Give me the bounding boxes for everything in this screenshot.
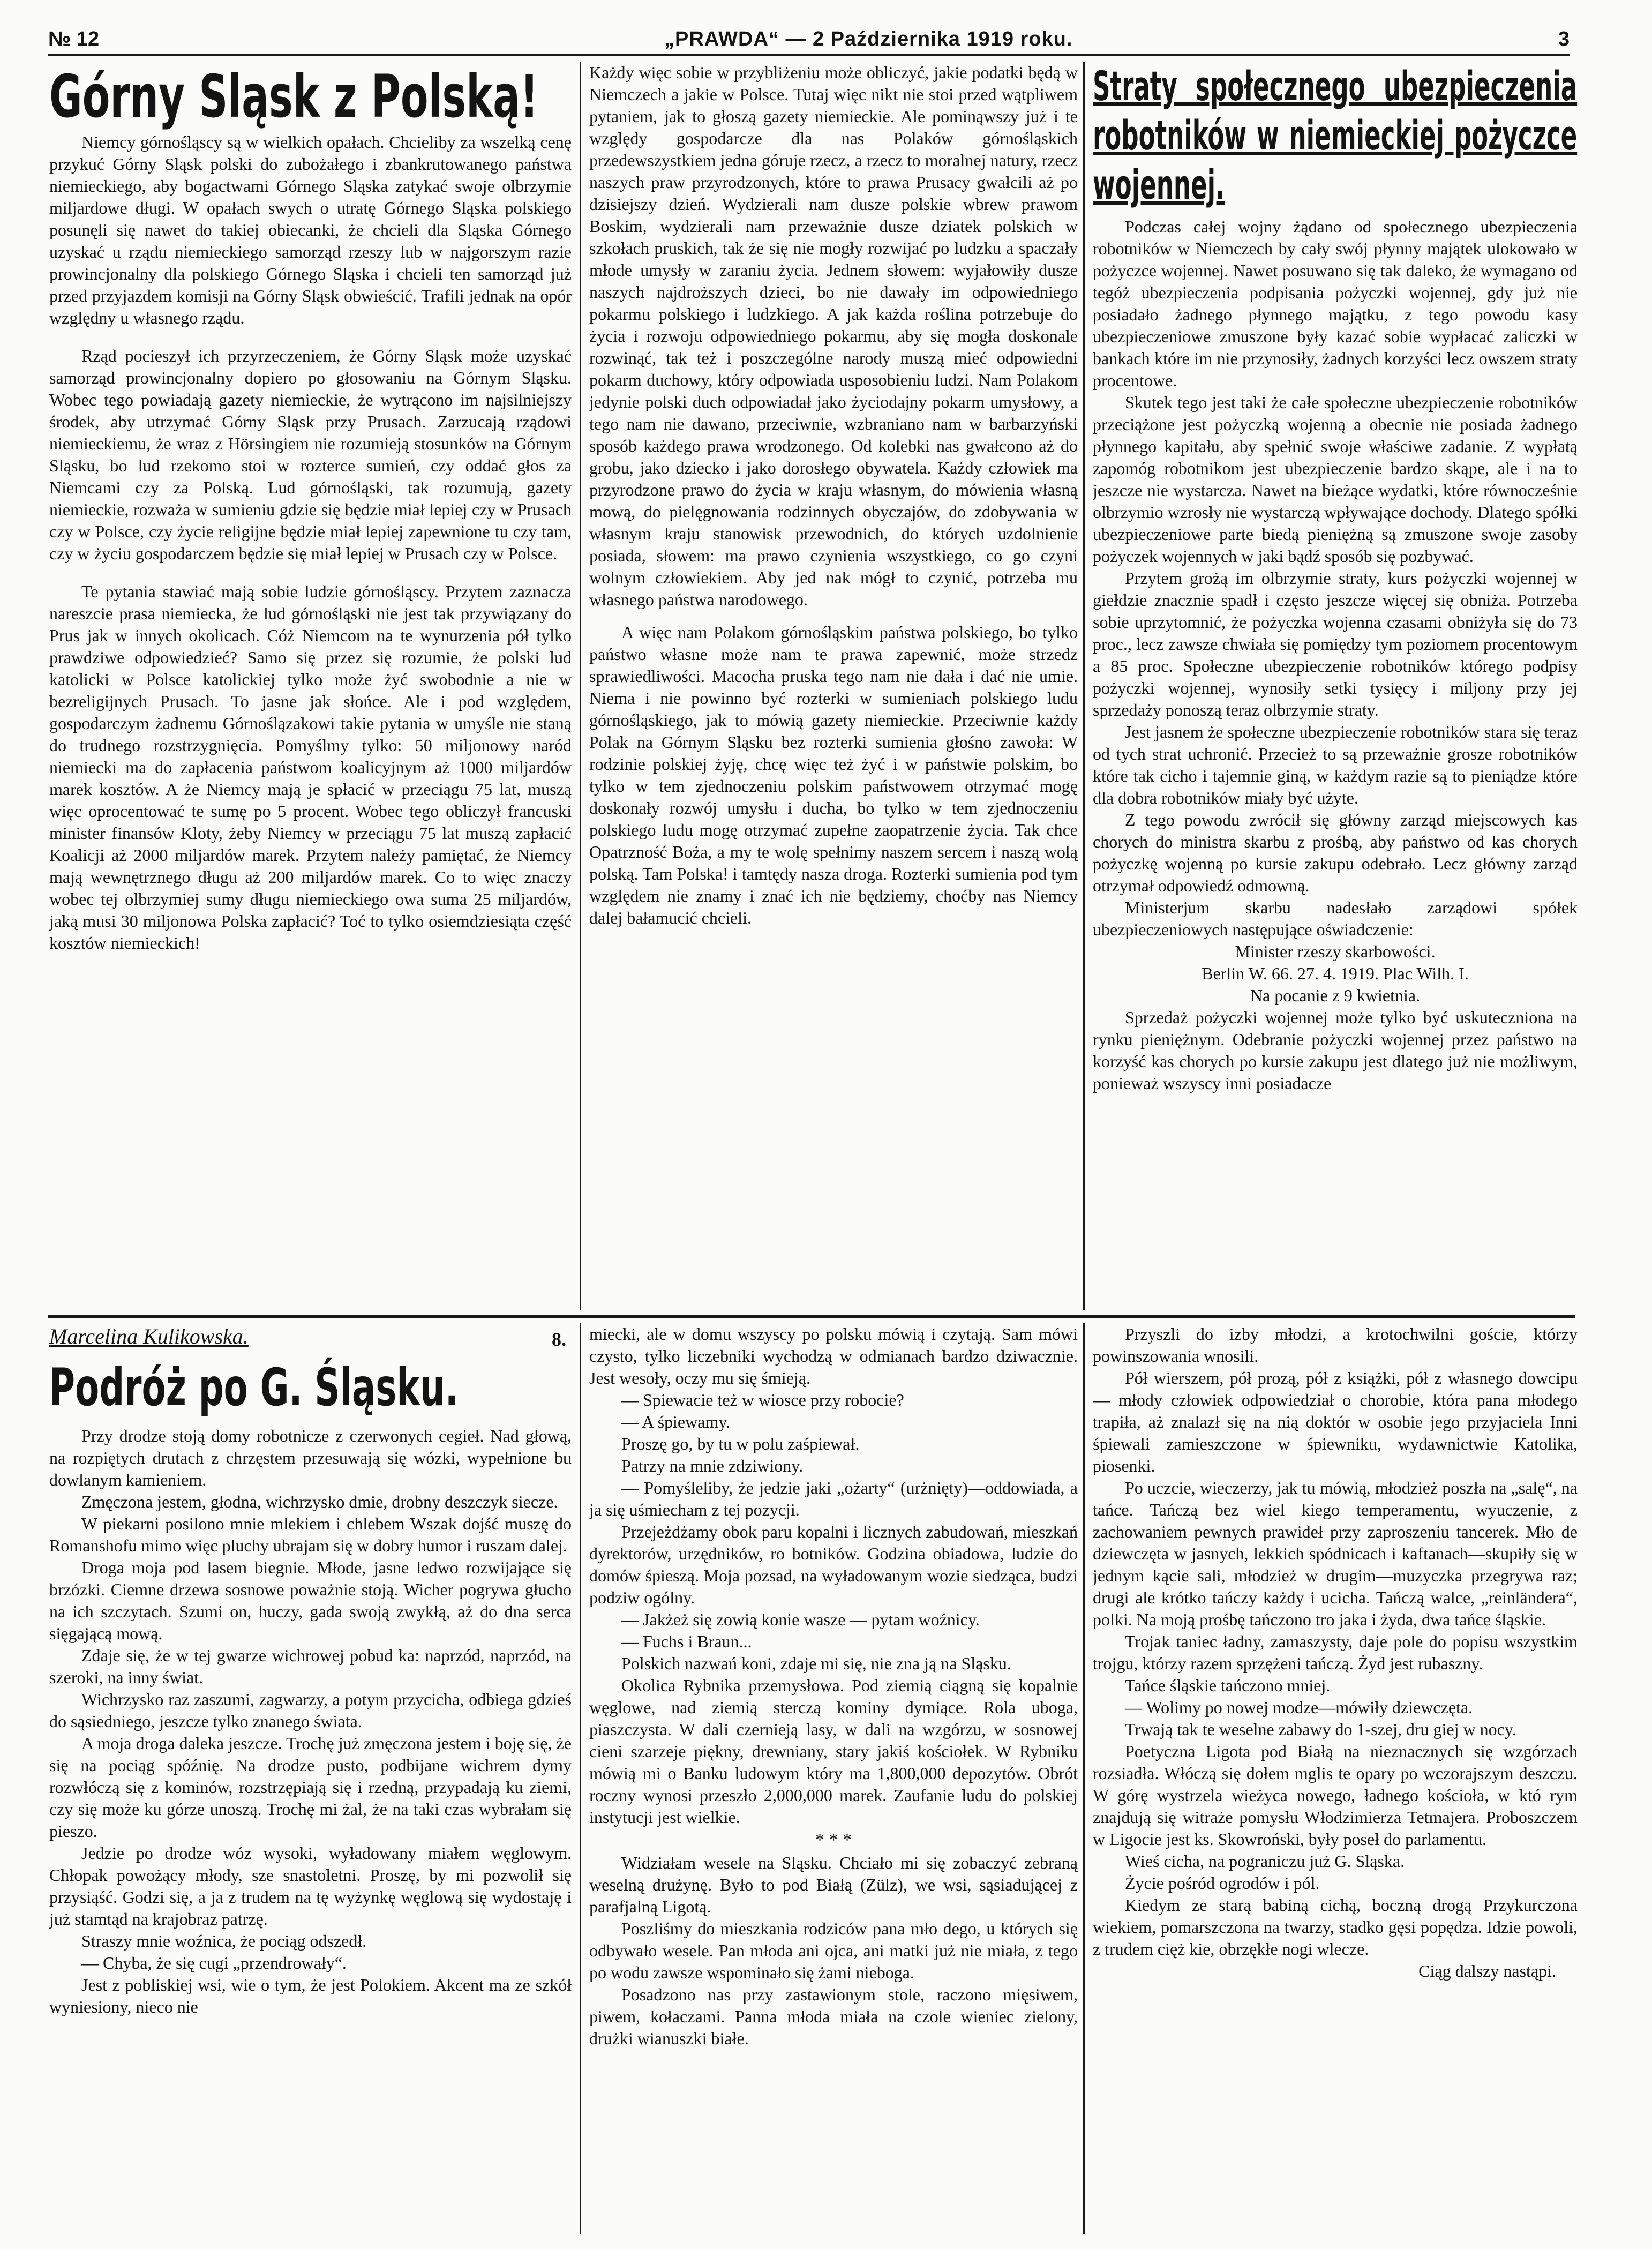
quote-line: Na pocanie z 9 kwietnia. (1250, 986, 1421, 1005)
column-divider (1083, 62, 1085, 1310)
masthead-title: „PRAWDA“ — 2 Października 1919 roku. (664, 28, 1073, 50)
article-paragraph: Zmęczona jestem, głodna, wichrzysko dmie, drobny deszczyk siecze. (81, 1492, 558, 1511)
article-paragraph: Przejeżdżamy obok paru kopalni i licznych zabudowań, mieszkań dyrektorów, urzędników, ro botników. Godzina obiadowa, ludzie do domów śpieszą. Moja pozsad, na wyładowanym wozie siedząca, budzi podziw ogólny. (589, 1522, 1078, 1607)
article-paragraph: A moja droga daleka jeszcze. Trochę już zmęczona jestem i boję się, że się na pociąg spóźnię. Na drodze pusto, podbijane wichrem dymy rozwłóczą się z kominów, rozstrzępiają się i rzedną, przypadają ku ziemi, czy się może ku górze unoszą. Trochę mi żal, że na taki czas wybrałam się pieszo. (49, 1734, 572, 1841)
article-paragraph: Trojak taniec ładny, zamaszysty, daje pole do popisu wszystkim trojgu, którzy razem sprzężeni tańczą. Żyd jest rubaszny. (1093, 1632, 1578, 1673)
article-paragraph: Przyszli do izby młodzi, a krotochwilni goście, którzy powinszowania wnosili. (1093, 1324, 1578, 1366)
section-divider (48, 1315, 1575, 1318)
article-paragraph: — Spiewacie też w wiosce przy robocie? (621, 1390, 904, 1409)
article-paragraph: Skutek tego jest taki że całe społeczne ubezpieczenie robotników przeciążone jest pożyczką wojenną a obecnie nie posiada żadnego płynnego kapitału, aby spełnić swoje właściwe zadanie. Z wypłatą zapomóg robotnikom jest ubezpieczenie bardzo skąpe, ale i na to jeszcze nie wystarcza. Nawet na bieżące wydatki, które równocześnie olbrzymio wzrosły nie wystarczą wpływające dochody. Dlatego spółki ubezpieczeniowe parte biedą pieniężną są zmuszone swoje zasoby pożyczek wojennych w jaki bądź sposób się pozbywać. (1093, 393, 1578, 566)
article-paragraph: Ministerjum skarbu nadesłało zarządowi spółek ubezpieczeniowych następujące oświadczenie: (1093, 898, 1578, 939)
article-title: Górny Sląsk z Polską! (49, 62, 539, 131)
article-paragraph: Sprzedaż pożyczki wojennej może tylko być uskuteczniona na rynku pieniężnym. Odebranie pożyczki wojennej przez państwo na korzyść kas chorych po kursie zakupu jest dlatego już nie możliwym, ponieważ wszyscy inni posiadacze (1093, 1008, 1578, 1093)
article-paragraph: Wieś cicha, na pograniczu już G. Sląska. (1125, 1851, 1405, 1871)
article-paragraph: Poetyczna Ligota pod Białą na nieznacznych się wzgórzach rozsiadła. Włóczą się dołem mglis te opary po wczorajszym deszczu. W górę wystrzela wieżyca nowego, ładnego kościoła, w któ rym znajdują się witraże pomysłu Włodzimierza Tetmajera. Proboszczem w Ligocie jest ks. Skowroński, były poseł do parlamentu. (1093, 1742, 1578, 1849)
article-paragraph: — A śpiewamy. (621, 1412, 731, 1431)
article-paragraph: Po uczcie, wieczerzy, jak tu mówią, młodzież poszła na „salę“, na tańce. Tańczą bez wiel kiego temperamentu, wyuczenie, z zachowaniem pewnych prawideł przy zaproszeniu tancerek. Mło de dziewczęta w jasnych, lekkich spódnicach i kaftanach—skupiły się w jednym kącie sali, młodzież w drugim—muzyczka przegrywa raz; drugi ale krótko tańczy każdy i ucicha. Tańczą walce, „reinländera“, polki. Na moją prośbę tańczono tro jaka i żyda, dwa tańce śląskie. (1093, 1478, 1578, 1629)
author-byline: Marcelina Kulikowska. (49, 1324, 249, 1348)
article-paragraph: — Pomyśleliby, że jedzie jaki „ożarty“ (urżnięty)—oddowiada, a ja się uśmiecham z tej pozycji. (589, 1478, 1078, 1519)
article-title: Podróż po G. Śląsku. (49, 1358, 459, 1418)
article-podroz-col1 (49, 1323, 572, 2242)
column-divider (1083, 1323, 1085, 2234)
column-divider (580, 1323, 581, 2234)
article-paragraph: — Wolimy po nowej modze—mówiły dziewczęta. (1125, 1698, 1473, 1717)
article-paragraph: Przytem grożą im olbrzymie straty, kurs pożyczki wojennej w giełdzie znacznie spadł i często jeszcze więcej się obniża. Potrzeba sobie uprzytomnić, że pożyczka wojenna czasami obniżyła się do 73 proc., lecz zawsze chwiała się pomiędzy tym poziomem procentowym a 85 proc. Społeczne ubezpieczenie robotników którego podpisy pożyczki wojennej, wynosiły setki tysięcy i miljony przy jej sprzedaży ponoszą teraz olbrzymie straty. (1093, 568, 1578, 719)
episode-number: 8. (552, 1329, 566, 1350)
article-paragraph: A więc nam Polakom górnośląskim państwa polskiego, bo tylko państwo własne może nam te prawa zapewnić, może strzedz sprawiedliwości. Macocha pruska tego nam nie dała i dać nie umie. Niema i nie powinno być rozterki w sumieniach polskiego ludu górnośląskiego, jak to mówią gazety niemieckie. Przeciwnie każdy Polak na Górnym Sląsku bez rozterki sumienia głośno zawoła: W rodzinie polskiej żyję, chcę więc też żyć i w państwie polskim, bo tylko w tem zjednoczeniu polskim państwowem otrzymać mogę doskonały rozwój umysłu i ducha, bo tylko w tem zjednoczeniu polskiego ludu mogę otrzymać zupełne zaopatrzenie życia. Tak chce Opatrzność Boża, a my te wolę spełnimy naszem sercem i naszą wolą polską. Tam Polska! i tamtędy nasza droga. Rozterki sumienia pod tym względem nie znamy i znać ich nie będziemy, choćby nas Niemcy dalej bałamucić chcieli. (589, 622, 1078, 927)
article-gorny-slask-col1 (49, 62, 572, 1312)
article-paragraph: Te pytania stawiać mają sobie ludzie górnośląscy. Przytem zaznacza nareszcie prasa niemiecka, że lud górnośląski nie jest tak przywiązany do Prus jak w innych okolicach. Cóż Niemcom na te wynurzenia pół tylko prawdziwe odpowiedzieć? Samo się przez się rozumie, że polski lud katolicki w Polsce katolickiej tylko może żyć swobodnie a nie w bezreligijnych Prusach. To jasne jak słońce. Ale i pod względem, gospodarczym żadnemu Górnoślązakowi takie pytania w umyśle nie staną do trudnego rozstrzygnięcia. Pomyślmy tylko: 50 miljonowy naród niemiecki ma do zapłacenia państwom koalicyjnym aż 1000 miljardów marek kosztów. A że Niemcy mają je spłacić w przeciągu 75 lat, muszą więc oprocentować te sumę po 5 procent. Wobec tego obliczył francuski minister finansów Kloty, żeby Niemcy w przeciągu 75 lat muszą zapłacić Koalicji aż 2000 miljardów marek. Przytem należy pamiętać, że Niemcy mają wewnętrznego długu aż 200 miljardów marek. Co to więc znaczy wobec tej olbrzymiej sumy długu niemieckiego owa suma 25 miljardów, jaką musi 30 miljonowa Polska zapłacić? Toć to tylko osiemdziesiąta część kosztów niemieckich! (49, 582, 572, 952)
article-paragraph: Posadzono nas przy zastawionym stole, raczono mięsiwem, piwem, kołaczami. Panna młoda miała na czole wieniec zielony, drużki wianuszki białe. (589, 1985, 1078, 2048)
article-paragraph: Rząd pocieszył ich przyrzeczeniem, że Górny Sląsk może uzyskać samorząd prowincjonalny dopiero po głosowaniu na Górnym Sląsku. Wobec tego powiadają gazety niemieckie, że wytrącono im najsilniejszy środek, aby utrzymać Górny Sląsk przy Prusach. Zarzucają rządowi niemieckiemu, że wraz z Hörsingiem nie rozumieją stosunków na Górnym Sląsku, bo lud rzekomo stoi w rozterce sumień, czy oddać głos za Niemcami czy za Polską. Lud górnośląski, tak rozumują, gazety niemieckie, rozważa w sumieniu gdzie się będzie miał lepiej czy w Prusach czy w Polsce, czy życie religijne będzie miał lepiej zapewnione tu czy tam, czy w życiu gospodarczem będzie się miał lepiej w Prusach czy w Polsce. (49, 346, 572, 563)
article-paragraph: Pół wierszem, pół prozą, pół z książki, pół z własnego dowcipu — młody człowiek odpowiedział o chorobie, która pana młodego trapiła, aż znalazł się na nią doktór w osobie jego przyjaciela Inni śpiewali zamieszczone w śpiewniku, wydawnictwie Katolika, piosenki. (1093, 1368, 1578, 1475)
article-paragraph: Jest jasnem że społeczne ubezpieczenie robotników stara się teraz od tych strat uchronić. Przecież to są przeważnie grosze robotników które tak cicho i tajemnie giną, w każdym razie są to pieniądze które dla dobra robotników miały być użyte. (1093, 722, 1578, 807)
column-divider (580, 62, 581, 1310)
article-paragraph: Trwają tak te weselne zabawy do 1-szej, dru giej w nocy. (1125, 1720, 1516, 1739)
article-paragraph: Poszliśmy do mieszkania rodziców pana mło dego, u których się odbywało wesele. Pan młoda ani ojca, ani matki już nie miała, z tego po wodu zawsze wspominało się żami niebogа. (589, 1919, 1078, 1982)
article-paragraph: Widziałam wesele na Sląsku. Chciało mi się zobaczyć zebraną weselną drużynę. Było to pod Białą (Zülz), we wsi, sąsiadującej z parafjalną Ligotą. (589, 1853, 1078, 1916)
article-paragraph: — Fuchs i Braun... (621, 1632, 752, 1651)
article-gorny-slask-col2 (589, 62, 1078, 1312)
article-paragraph: Podczas całej wojny żądano od społecznego ubezpieczenia robotników w Niemczech by cały swój płynny majątek ulokowało w pożyczce wojennej. Nawet posuwano się tak daleko, że wymagano od tegóż ubezpieczenia podpisania pożyczki wojennej, gdy już nie posiadało żadnego płynnego majątku, z tego powodu kasy ubezpieczeniowe zmuszone były kazać sobie wypłacać zaliczki w bankach które im nie przynosiły, żadnych korzyści lecz owszem straty procentowe. (1093, 217, 1578, 390)
article-paragraph: — Jakżeż się zowią konie wasze — pytam woźnicy. (621, 1610, 980, 1629)
continuation-note: Ciąg dalszy nastąpi. (1418, 1961, 1556, 1981)
article-paragraph: Z tego powodu zwrócił się główny zarząd miejscowych kas chorych do ministra skarbu z prośbą, aby państwo od kas chorych pożyczkę wojenną po kursie zakupu odebrało. Lecz główny zarząd otrzymał odpowiedź odmowną. (1093, 810, 1578, 895)
article-podroz-col2 (589, 1323, 1078, 2242)
article-straty-ubezpieczenia (1093, 62, 1578, 1312)
article-title: Straty społecznego ubezpieczenia robotników w niemieckiej pożyczce wojennej. (1093, 62, 1578, 208)
article-paragraph: Straszy mnie woźnica, że pociąg odszedł. (81, 1931, 367, 1951)
article-paragraph: Każdy więc sobie w przybliżeniu może obliczyć, jakie podatki będą w Niemczech a jakie w Polsce. Tutaj więc nikt nie stoi przed wątpliwem pytaniem, jak to głoszą gazety niemieckie. Ale pominąwszy już i te względy gospodarcze dla nas Polaków górnośląskich przedewszystkiem jedna góruje rzecz, a rzecz to moralnej natury, rzecz naszych praw przyrodzonych, które to prawa Prusacy gwałcili aż po dzisiejszy dzień. Wydzierali nam dusze polskie wbrew prawom Boskim, wydzierali nam przeważnie dusze dziatek polskich w szkołach pruskich, tak że się nie mogły rozwijać po ludzku a spaczały młode umysły w zaraniu życia. Jednem słowem: wyjałowiły dusze naszych najdroższych dzieci, bo nie dawały im odpowiedniego pokarmu polskiego i ludzkiego. A jak każda roślina potrzebuje do życia i rozwoju odpowiedniego pokarmu, aby się mogła doskonale rozwinąć, tak też i poszczególne narody muszą mieć odpowiedni pokarm duchowy, który odpowiada usposobieniu ludzi. Nam Polakom jedynie polski duch odpowiadał jako życiodajny pokarm umysłowy, a tego nam nie dawano, przeciwnie, wzbraniano nam w barbarzyński sposób każdego prawa wrodzonego. Od kolebki nas gwałcono aż do grobu, jako dziecko i jako dorosłego obywatela. Każdy człowiek ma przyrodzone prawo do życia w kraju własnym, do mówienia własną mową, do pielęgnowania rodzinnych obyczajów, do zdobywania w własnym kraju stanowisk przewodnich, do których uzdolnienie posiada, słowem: ma prawo czynienia wszystkiego, co go czyni wolnym człowiekiem. Aby jed nak mógł to czynić, potrzeba mu własnego państwa narodowego. (589, 63, 1078, 609)
article-paragraph: Jedzie po drodze wóz wysoki, wyładowany miałem węglowym. Chłopak powożący młody, sze snastoletni. Proszę, by mi pozwolił się przysiąść. Godzi się, a ja z trudem na tę wyżynkę węglową się wydostaję i już stamtąd na krajobraz patrzę. (49, 1843, 572, 1929)
article-paragraph: Przy drodze stoją domy robotnicze z czerwonych cegieł. Nad głową, na rozpiętych drutach z chrzęstem przesuwają się wózki, wypełnione bu dowlanym kamieniem. (49, 1426, 572, 1489)
page-header (48, 27, 1570, 56)
article-paragraph: Droga moja pod lasem biegnie. Młode, jasne ledwo rozwijające się brzózki. Ciemne drzewa sosnowe poważnie stoją. Wicher pogrywa głucho na ich szczytach. Szumi on, huczy, gada swoją zwykłą, aż do dna serca sięgającą mową. (49, 1558, 572, 1643)
article-paragraph: Patrzy na mnie zdziwiony. (621, 1456, 804, 1475)
quote-line: Minister rzeszy skarbowości. (1235, 942, 1436, 961)
article-paragraph: Życie pośród ogrodów i pól. (1125, 1873, 1320, 1893)
article-paragraph: Polskich nazwań koni, zdaje mi się, nie zna ją na Sląsku. (621, 1654, 1011, 1673)
article-paragraph: Okolica Rybnika przemysłowa. Pod ziemią ciągną się kopalnie węglowe, nad ziemią sterczą kominy dymiące. Rola uboga, piaszczysta. W dali czernieją lasy, w dali na wzgórzu, w sosnowej cieni szarzeje piękny, drewniany, stary jakiś kościołek. W Rybniku mówią mi o Banku ludowym który ma 1,800,000 depozytów. Obrót roczny wynosi przeszło 2,000,000 marek. Zaufanie ludu do polskiej instytucji jest wielkie. (589, 1676, 1078, 1827)
article-paragraph: — Chyba, że się cugi „przendrowały“. (81, 1953, 347, 1972)
section-stars: * * * (815, 1830, 852, 1850)
article-paragraph: W piekarni posilono mnie mlekiem i chlebem Wszak dojść muszę do Romanshofu mimo więc pluchy ubrajam się w dobry humor i ruszam dalej. (49, 1514, 572, 1555)
article-paragraph: Proszę go, by tu w polu zaśpiewał. (621, 1434, 860, 1453)
article-paragraph: Kiedym ze starą babiną cichą, boczną drogą Przykurczona wiekiem, pomarszczona na twarzy, stadko gęsi popędza. Idzie powoli, z trudem cięż kie, obrzękłe nogi wlecze. (1093, 1895, 1578, 1959)
article-paragraph: miecki, ale w domu wszyscy po polsku mówią i czytają. Sam mówi czysto, tylko liczebniki wychodzą w odmianach bardzo dziwacznie. Jest wesoły, oczy mu się śmieją. (589, 1324, 1078, 1388)
article-paragraph: Jest z pobliskiej wsi, wie o tym, że jest Polokiem. Akcent ma ze szkół wyniesiony, nieco nie (49, 1975, 572, 2016)
article-paragraph: Tańce śląskie tańczono mniej. (1125, 1676, 1331, 1695)
issue-number: № 12 (48, 28, 100, 50)
page-number: 3 (1558, 28, 1570, 50)
article-paragraph: Wichrzysko raz zaszumi, zagwarzy, a potym przycicha, odbiega gdzieś do sąsiedniego, jeszcze tylko znanego świata. (49, 1690, 572, 1731)
article-paragraph: Zdaje się, że w tej gwarze wichrowej pobud ka: naprzód, naprzód, na szeroki, na inny świat. (49, 1646, 572, 1687)
article-paragraph: Niemcy górnośląscy są w wielkich opałach. Chcieliby za wszelką cenę przykuć Górny Sląsk polski do zubożałego i zbankrutowanego państwa niemieckiego, aby bogactwami Górnego Sląska zatykać swoje olbrzymie miljardowe długi. W opałach swych o utratę Górnego Sląska polskiego posunęli się nawet do takiej obiecanki, że chcieli dla Sląska Górnego uzyskać u rządu niemieckiego samorząd rzeszy lub w najgorszym razie prowincjonalny dla polskiego Górnego Sląska i chcieli ten samorząd już przed przyjazdem komisji na Górny Sląsk obwieścić. Trafili jednak na opór względny u własnego rządu. (49, 132, 572, 327)
quote-line: Berlin W. 66. 27. 4. 1919. Plac Wilh. I. (1202, 964, 1469, 983)
article-podroz-col3 (1093, 1323, 1578, 2242)
